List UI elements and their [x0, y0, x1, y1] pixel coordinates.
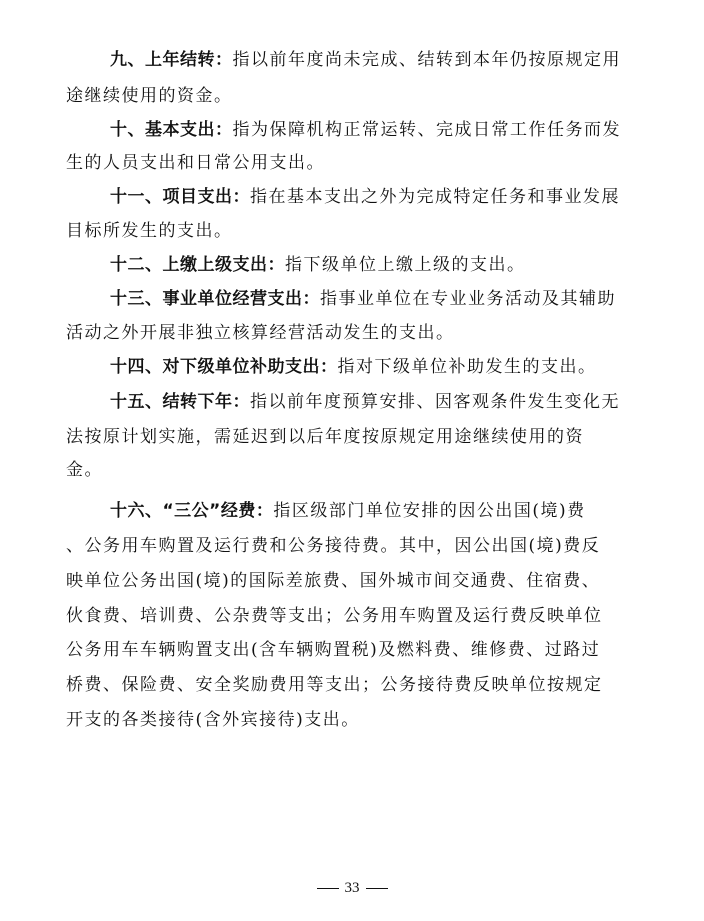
term-heading: 十二、上缴上级支出：: [110, 255, 285, 275]
paragraph-line: 映单位公务出国(境)的国际差旅费、国外城市间交通费、住宿费、: [66, 571, 601, 591]
term-heading: 十、基本支出：: [110, 120, 233, 140]
paragraph-line: [110, 48, 626, 72]
paragraph-line: [110, 390, 626, 414]
term-heading: 十三、事业单位经营支出：: [110, 289, 320, 309]
page-footer: [0, 878, 704, 898]
definition-text: 指对下级单位补助发生的支出。: [337, 357, 597, 377]
definition-text: 指以前年度预算安排、因客观条件发生变化无: [250, 392, 620, 412]
paragraph-line: 开支的各类接待(含外宾接待)支出。: [66, 710, 360, 730]
term-heading: 十五、结转下年：: [110, 392, 250, 412]
paragraph-line: [110, 355, 626, 379]
paragraph-line: 、公务用车购置及运行费和公务接待费。其中，因公出国(境)费反: [66, 536, 601, 556]
definition-text: 指下级单位上缴上级的支出。: [285, 255, 526, 275]
paragraph-line: 生的人员支出和日常公用支出。: [66, 153, 325, 173]
paragraph-line: 公务用车车辆购置支出(含车辆购置税)及燃料费、维修费、过路过: [66, 640, 601, 660]
paragraph-line: 法按原计划实施，需延迟到以后年度按原规定用途继续使用的资: [66, 427, 584, 447]
definition-text: 指在基本支出之外为完成特定任务和事业发展: [250, 187, 620, 207]
definition-text: 指区级部门单位安排的因公出国(境)费: [273, 501, 586, 521]
paragraph-line: 金。: [66, 460, 103, 480]
paragraph-line: 伙食费、培训费、公杂费等支出；公务用车购置及运行费反映单位: [66, 606, 603, 626]
paragraph-line: [110, 118, 626, 142]
paragraph-line: 途继续使用的资金。: [66, 86, 233, 106]
paragraph-line: 桥费、保险费、安全奖励费用等支出；公务接待费反映单位按规定: [66, 675, 603, 695]
definition-text: 指为保障机构正常运转、完成日常工作任务而发: [232, 120, 621, 140]
dash-left: [317, 888, 339, 889]
paragraph-line: [110, 253, 626, 277]
paragraph-line: [110, 287, 626, 311]
paragraph-line: 活动之外开展非独立核算经营活动发生的支出。: [66, 323, 455, 343]
term-heading: 十一、项目支出：: [110, 187, 250, 207]
paragraph-line: [110, 499, 626, 523]
page-number: 33: [344, 880, 360, 896]
dash-right: [366, 888, 388, 889]
definition-text: 指以前年度尚未完成、结转到本年仍按原规定用: [232, 50, 621, 70]
paragraph-line: 目标所发生的支出。: [66, 221, 233, 241]
definition-text: 指事业单位在专业业务活动及其辅助: [320, 289, 616, 309]
term-heading: 十四、对下级单位补助支出：: [110, 357, 338, 377]
paragraph-line: [110, 185, 626, 209]
term-heading: 十六、“三公”经费：: [110, 501, 274, 521]
term-heading: 九、上年结转：: [110, 50, 233, 70]
